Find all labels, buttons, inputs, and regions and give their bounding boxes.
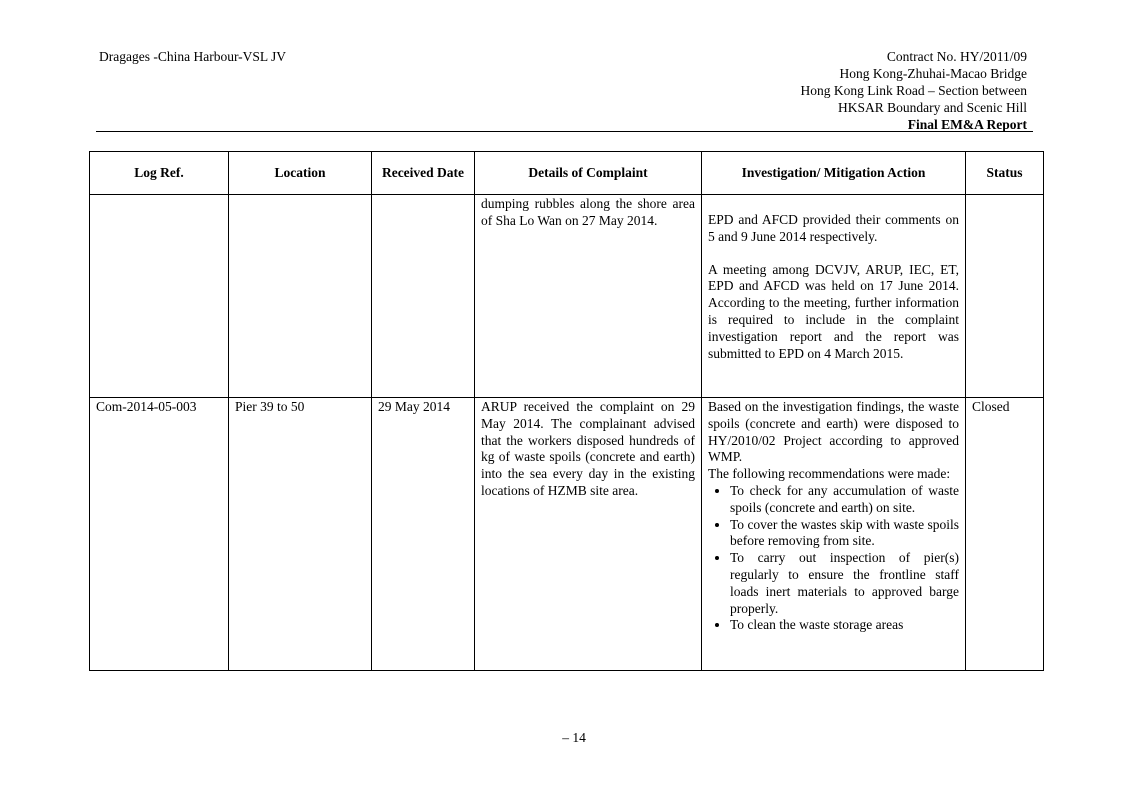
cell-action bbox=[702, 398, 966, 671]
action-paragraph: The following recommendations were made: bbox=[708, 466, 951, 482]
list-item: • To check for any accumulation of waste spoils (concrete and earth) on site. bbox=[730, 483, 959, 517]
cell-details: dumping rubbles along the shore area of Sha Lo Wan on 27 May 2014. bbox=[475, 195, 702, 398]
table-header-row bbox=[90, 152, 1044, 195]
recommendation-list bbox=[708, 483, 959, 634]
action-paragraph: A meeting among DCVJV, ARUP, IEC, ET, EPD and AFCD was held on 17 June 2014. According to the meeting, further information is required to include in the complaint investigation report and the report was submitted to EPD on 4 March 2015. bbox=[708, 261, 959, 361]
cell-received-date: 29 May 2014 bbox=[372, 398, 475, 671]
col-header-log-ref: Log Ref. bbox=[90, 152, 229, 195]
col-header-received-date: Received Date bbox=[372, 152, 475, 195]
cell-location: Pier 39 to 50 bbox=[229, 398, 372, 671]
project-line-2: Hong Kong Link Road – Section between bbox=[800, 83, 1027, 98]
company-name: Dragages -China Harbour-VSL JV bbox=[99, 49, 287, 64]
project-line-1: Hong Kong-Zhuhai-Macao Bridge bbox=[839, 66, 1027, 81]
cell-status bbox=[966, 195, 1044, 398]
complaint-log-table bbox=[89, 151, 1044, 671]
project-line-3: HKSAR Boundary and Scenic Hill bbox=[838, 100, 1027, 115]
cell-status: Closed bbox=[966, 398, 1044, 671]
col-header-status: Status bbox=[966, 152, 1044, 195]
header-rule bbox=[96, 131, 1033, 132]
contract-number: Contract No. HY/2011/09 bbox=[886, 49, 1027, 64]
cell-received-date bbox=[372, 195, 475, 398]
list-item: • To carry out inspection of pier(s) regularly to ensure the frontline staff loads inert materials to approved barge properly. bbox=[730, 550, 959, 617]
cell-action bbox=[702, 195, 966, 398]
col-header-details: Details of Complaint bbox=[475, 152, 702, 195]
cell-details: ARUP received the complaint on 29 May 2014. The complainant advised that the workers disposed hundreds of kg of waste spoils (concrete and earth) into the sea every day in the existing locations of HZMB site area. bbox=[475, 398, 702, 671]
col-header-location: Location bbox=[229, 152, 372, 195]
report-title: Final EM&A Report bbox=[907, 117, 1027, 132]
list-item: • To clean the waste storage areas bbox=[730, 617, 959, 634]
action-paragraph: EPD and AFCD provided their comments on 5 and 9 June 2014 respectively. bbox=[708, 212, 959, 244]
cell-log-ref bbox=[90, 195, 229, 398]
report-header bbox=[801, 48, 1027, 133]
action-paragraph: Based on the investigation findings, the waste spoils (concrete and earth) were disposed to HY/2010/02 Project according to approved WMP. bbox=[708, 399, 959, 465]
col-header-action: Investigation/ Mitigation Action bbox=[702, 152, 966, 195]
cell-log-ref: Com-2014-05-003 bbox=[90, 398, 229, 671]
list-item: • To cover the wastes skip with waste spoils before removing from site. bbox=[730, 517, 959, 551]
table-row bbox=[90, 398, 1044, 671]
cell-location bbox=[229, 195, 372, 398]
table-row bbox=[90, 195, 1044, 398]
page-number: – 14 bbox=[562, 730, 586, 745]
